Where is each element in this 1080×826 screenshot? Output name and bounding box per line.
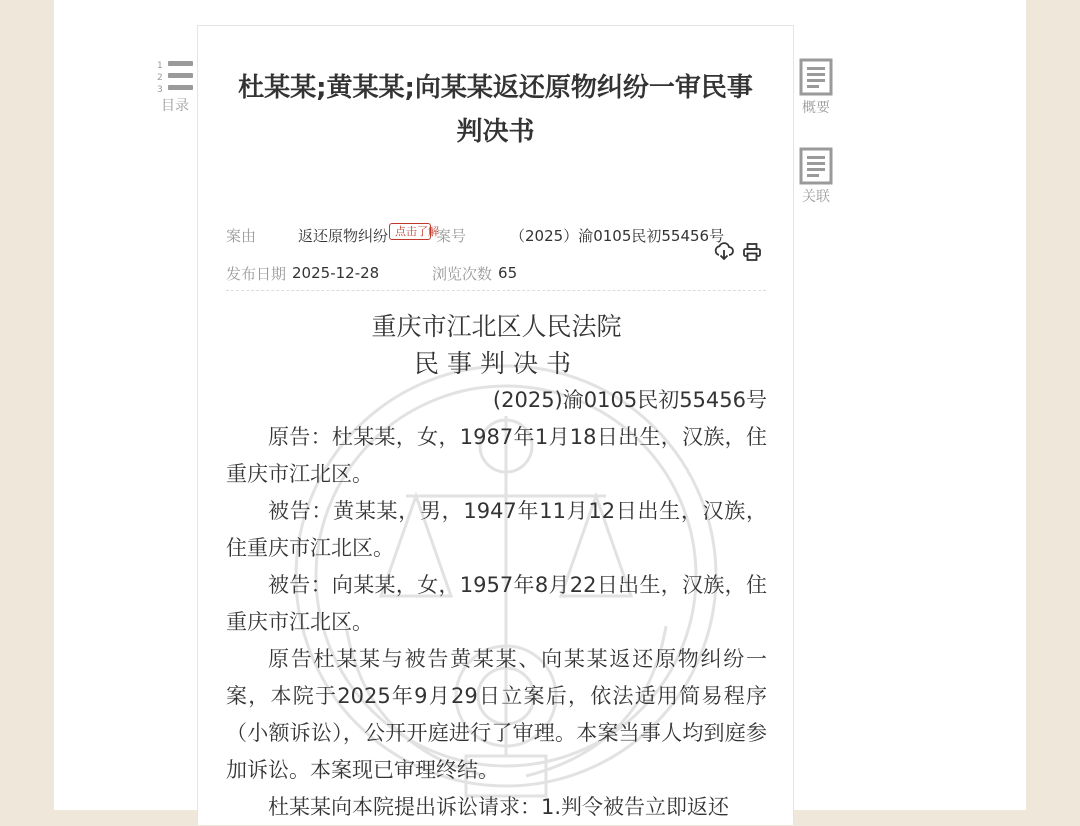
document-related-icon [799, 147, 833, 185]
cause-explain-badge[interactable]: 点击了解 [389, 223, 431, 240]
date-label: 发布日期 [226, 264, 287, 283]
case-number: (2025)渝0105民初55456号 [492, 388, 767, 412]
svg-text:1: 1 [157, 61, 163, 71]
party-defendant-1: 被告：黄某某，男，1947年11月12日出生，汉族，住重庆市江北区。 [226, 499, 767, 560]
svg-text:3: 3 [157, 85, 163, 95]
party-plaintiff: 原告：杜某某，女，1987年1月18日出生，汉族，住重庆市江北区。 [226, 425, 767, 486]
toc-button[interactable] [154, 58, 196, 115]
document-type: 民事判决书 [413, 349, 579, 378]
download-icon [714, 242, 734, 262]
download-button[interactable] [714, 242, 734, 266]
caseno-label: 案号 [436, 226, 467, 245]
document-card [197, 25, 794, 825]
summary-button[interactable] [798, 58, 834, 117]
document-summary-icon [799, 58, 833, 96]
print-icon [742, 242, 762, 262]
print-button[interactable] [742, 242, 762, 266]
court-name: 重庆市江北区人民法院 [371, 312, 622, 341]
meta-actions [714, 242, 762, 266]
date-value: 2025-12-28 [292, 264, 380, 282]
related-label: 关联 [802, 189, 830, 205]
document-meta [226, 214, 766, 291]
cause-label: 案由 [226, 226, 257, 245]
claims-paragraph: 杜某某向本院提出诉讼请求：1.判令被告立即返还 [268, 795, 730, 819]
case-procedure-paragraph: 原告杜某某与被告黄某某、向某某返还原物纠纷一案，本院于2025年9月29日立案后，依法适用简易程序（小额诉讼），公开开庭进行了审理。本案当事人均到庭参加诉讼。本案现已审理终结。 [226, 647, 767, 782]
views-label: 浏览次数 [432, 264, 493, 283]
summary-label: 概要 [802, 100, 830, 116]
svg-text:2: 2 [157, 73, 163, 83]
document-title: 杜某某;黄某某;向某某返还原物纠纷一审民事判决书 [238, 73, 753, 147]
party-defendant-2: 被告：向某某，女，1957年8月22日出生，汉族，住重庆市江北区。 [226, 573, 767, 634]
related-button[interactable] [798, 147, 834, 206]
toc-label: 目录 [161, 98, 189, 114]
caseno-value: （2025）渝0105民初55456号 [510, 226, 725, 245]
cause-value: 返还原物纠纷 [298, 226, 389, 245]
meta-row-date-views [226, 262, 517, 284]
judgment-body [226, 308, 767, 826]
views-value: 65 [498, 264, 518, 282]
numbered-list-icon [155, 58, 195, 94]
meta-row-cause-caseno [226, 224, 725, 246]
